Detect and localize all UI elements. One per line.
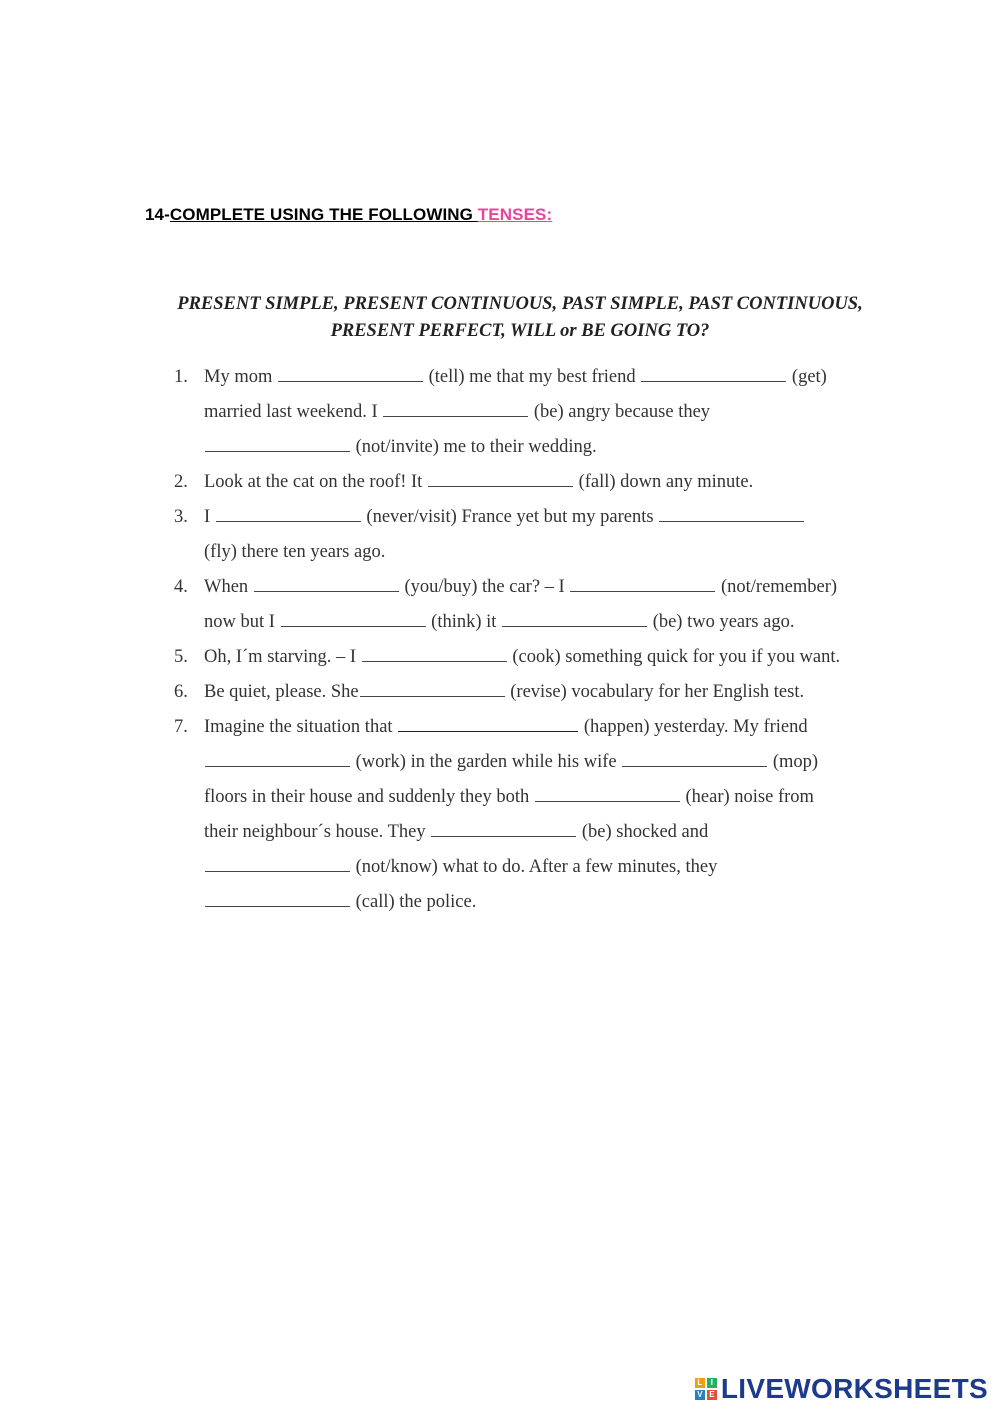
answer-blank[interactable]	[278, 367, 423, 382]
tenses-list-line-2: PRESENT PERFECT, WILL or BE GOING TO?	[330, 321, 710, 341]
sentence-line: their neighbour´s house. They (be) shocked and	[204, 822, 709, 842]
item-number-5: 5.	[174, 647, 188, 667]
heading-number: 14-	[145, 205, 170, 224]
answer-blank[interactable]	[360, 682, 505, 697]
answer-blank[interactable]	[383, 402, 528, 417]
item-number-7: 7.	[174, 717, 188, 737]
sentence-line: Imagine the situation that (happen) yesterday. My friend	[204, 717, 808, 737]
answer-blank[interactable]	[659, 507, 804, 522]
answer-blank[interactable]	[431, 822, 576, 837]
answer-blank[interactable]	[205, 892, 350, 907]
answer-blank[interactable]	[570, 577, 715, 592]
answer-blank[interactable]	[502, 612, 647, 627]
answer-blank[interactable]	[622, 752, 767, 767]
answer-blank[interactable]	[398, 717, 578, 732]
heading-highlight: TENSES:	[477, 205, 553, 224]
sentence-line: (not/invite) me to their wedding.	[204, 437, 597, 458]
answer-blank[interactable]	[428, 472, 573, 487]
sentence-line: Be quiet, please. She (revise) vocabulary for her English test.	[204, 682, 805, 702]
answer-blank[interactable]	[205, 857, 350, 872]
answer-blank[interactable]	[216, 507, 361, 522]
sentence-line: (call) the police.	[204, 892, 476, 913]
sentence-line: Look at the cat on the roof! It (fall) down any minute.	[204, 472, 754, 492]
answer-blank[interactable]	[205, 437, 350, 452]
item-number-4: 4.	[174, 577, 188, 597]
heading-instruction: COMPLETE USING THE FOLLOWING	[169, 205, 478, 224]
sentence-line: floors in their house and suddenly they both (hear) noise from	[204, 787, 814, 807]
answer-blank[interactable]	[254, 577, 399, 592]
liveworksheets-logo	[695, 1372, 988, 1406]
answer-blank[interactable]	[205, 752, 350, 767]
liveworksheets-mark-icon: L I V E	[695, 1378, 717, 1400]
answer-blank[interactable]	[281, 612, 426, 627]
sentence-line: When (you/buy) the car? – I (not/remember)	[204, 577, 838, 597]
sentence-line: married last weekend. I (be) angry because they	[204, 402, 711, 422]
sentence-line: My mom (tell) me that my best friend (get)	[204, 367, 827, 387]
item-number-3: 3.	[174, 507, 188, 527]
answer-blank[interactable]	[535, 787, 680, 802]
answer-blank[interactable]	[641, 367, 786, 382]
sentence-line: (not/know) what to do. After a few minutes, they	[204, 857, 717, 878]
item-number-6: 6.	[174, 682, 188, 702]
item-number-2: 2.	[174, 472, 188, 492]
tenses-list-line-1: PRESENT SIMPLE, PRESENT CONTINUOUS, PAST SIMPLE, PAST CONTINUOUS,	[177, 294, 863, 314]
sentence-line: (fly) there ten years ago.	[204, 542, 386, 562]
exercise-heading	[145, 205, 552, 225]
sentence-line: (work) in the garden while his wife (mop)	[204, 752, 818, 773]
item-number-1: 1.	[174, 367, 188, 387]
answer-blank[interactable]	[362, 647, 507, 662]
sentence-line: I (never/visit) France yet but my parents	[204, 507, 805, 528]
logo-text: LIVEWORKSHEETS	[720, 1373, 988, 1404]
sentence-line: now but I (think) it (be) two years ago.	[204, 612, 795, 632]
sentence-line: Oh, I´m starving. – I (cook) something quick for you if you want.	[204, 647, 841, 667]
